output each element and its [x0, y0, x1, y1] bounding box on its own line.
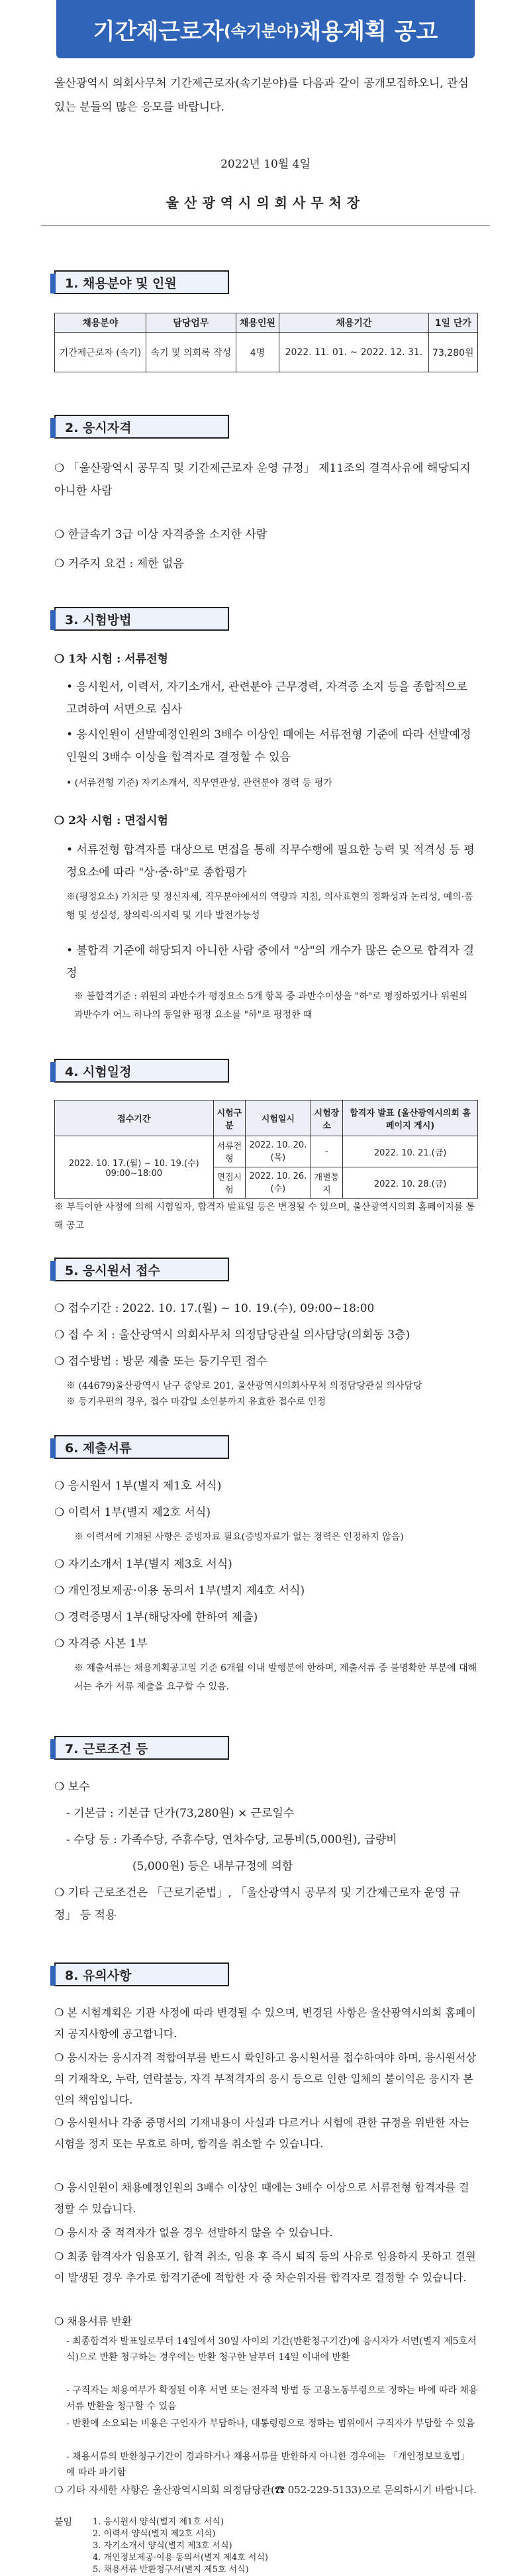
attachment-1: 1. 응시원서 양식(별지 제1호 서식): [93, 2517, 224, 2527]
doc-2: ❍ 이력서 1부(별지 제2호 서식): [54, 1506, 211, 1519]
apply-period: ❍ 접수기간 : 2022. 10. 17.(월) ~ 10. 19.(수), 09:00~18:00: [54, 1302, 375, 1315]
method-1: ❍ 1차 시험 : 서류전형: [54, 653, 168, 666]
section-1-heading: 1. 채용분야 및 인원: [54, 270, 177, 294]
method-2d: ※ 불합격기준 : 위원의 과반수가 평정요소 5개 항목 중 과반수이상을 "하"로 평정하였거나 위원의 과반수가 어느 하나의 동일한 평정 요소를 "하"로 평정한 때: [74, 991, 468, 1020]
doc-6-note: ※ 제출서류는 채용계획공고일 기준 6개월 이내 발행분에 한하며, 제출서류 중 불명확한 부분에 대해서는 추가 서류 제출을 요구할 수 있음.: [74, 1663, 477, 1692]
attachment-2: 2. 이력서 양식(별지 제2호 서식): [93, 2529, 216, 2539]
pay: ❍ 보수: [54, 1780, 90, 1794]
pay-base: - 기본급 : 기본급 단가(73,280원) × 근로일수: [66, 1807, 295, 1820]
method-2: ❍ 2차 시험 : 면접시험: [54, 814, 168, 828]
schedule-table: 접수기간 시험구분 시험일시 시험장소 합격자 발표 (울산광역시의회 홈페이지 게시) 2022. 10. 17.(월) ~ 10. 19.(수) 09:00~18:00 서류전형 2022. 10. 20.(목) - 2022. 10. 21.(금) 면접시험 2022. 10. 26.(수) 개별통지 2022. 10. 28.(금): [54, 1100, 478, 1199]
doc-3: ❍ 자기소개서 1부(별지 제3호 서식): [54, 1558, 232, 1571]
schedule-note: ※ 부득이한 사정에 의해 시험일자, 합격자 발표일 등은 변경될 수 있으며, 울산광역시의회 홈페이지를 통해 공고: [54, 1202, 475, 1231]
method-1b: • 응시인원이 선발예정인원의 3배수 이상인 때에는 서류전형 기준에 따라 선발예정인원의 3배수 이상을 합격자로 결정할 수 있음: [66, 728, 471, 764]
note-4: ❍ 응시인원이 채용예정인원의 3배수 이상인 때에는 3배수 이상으로 서류전형 합격자를 결정할 수 있습니다.: [54, 2181, 469, 2215]
method-1a: • 응시원서, 이력서, 자기소개서, 관련분야 근무경력, 자격증 소지 등을 종합적으로 고려하여 서면으로 심사: [66, 680, 467, 716]
title-banner: [56, 0, 475, 58]
attachment-label: 붙임: [54, 2517, 73, 2528]
section-4-heading: 4. 시험일정: [54, 1059, 131, 1083]
note-6: ❍ 최종 합격자가 임용포기, 합격 취소, 임용 후 즉시 퇴직 등의 사유로 임용하지 못하고 결원이 발생된 경우 추가로 합격기준에 적합한 자 중 차순위자를 합격자로 결정할 수 있습니다.: [54, 2250, 476, 2284]
apply-note-1: ※ (44679)울산광역시 남구 중앙로 201, 울산광역시의회사무처 의정담당관실 의사담당: [66, 1381, 422, 1391]
section-5-heading: 5. 응시원서 접수: [54, 1258, 160, 1281]
doc-5: ❍ 경력증명서 1부(해당자에 한하여 제출): [54, 1611, 258, 1624]
note-2: ❍ 응시자는 응시자격 적합여부를 반드시 확인하고 응시원서를 접수하여야 하며, 응시원서상의 기재착오, 누락, 연락불능, 자격 부적격자의 응시 등으로 인한 일체의 불이익은 응시자 본인의 책임입니다.: [54, 2051, 477, 2106]
doc-1: ❍ 응시원서 1부(별지 제1호 서식): [54, 1479, 222, 1493]
pay-allowance-2: (5,000원) 등은 내부규정에 의함: [132, 1860, 293, 1873]
intro-text: 울산광역시 의회사무처 기간제근로자(속기분야)를 다음과 같이 공개모집하오니, 관심 있는 분들의 많은 응모를 바랍니다.: [54, 77, 469, 114]
note-7c: - 반환에 소요되는 비용은 구인자가 부담하나, 대통령령으로 정하는 범위에서 구직자가 부담할 수 있음: [66, 2418, 475, 2429]
note-7b: - 구직자는 채용여부가 확정된 이후 서면 또는 전자적 방법 등 고용노동부령으로 정하는 바에 따라 채용서류 반환을 청구할 수 있음: [66, 2385, 478, 2412]
section-2-heading: 2. 응시자격: [54, 415, 131, 439]
apply-place: ❍ 접 수 처 : 울산광역시 의회사무처 의정담당관실 의사담당(의회동 3층): [54, 1328, 410, 1342]
section-6-heading: 6. 제출서류: [54, 1435, 131, 1459]
attachment-5: 5. 채용서류 반환청구서(별지 제5호 서식): [93, 2565, 249, 2575]
doc-4: ❍ 개인정보제공·이용 동의서 1부(별지 제4호 서식): [54, 1584, 305, 1597]
method-2a: • 서류전형 합격자를 대상으로 면접을 통해 직무수행에 필요한 능력 및 적격성 등 평정요소에 따라 "상·중·하"로 종합평가: [66, 843, 475, 879]
notice-date: 2022년 10월 4일: [220, 158, 311, 171]
apply-note-2: ※ 등기우편의 경우, 접수 마감일 소인분까지 유효한 접수로 인정: [66, 1397, 326, 1407]
note-7a: - 최종합격자 발표일로부터 14일에서 30일 사이의 기간(반환청구기간)에 응시자가 서면(별지 제5호서식)으로 반환 청구하는 경우에는 반환 청구한 날부터 14일 이내에 반환: [66, 2336, 477, 2363]
section-3-heading: 3. 시험방법: [54, 607, 131, 631]
section-7-heading: 7. 근로조건 등: [54, 1736, 148, 1760]
note-5: ❍ 응시자 중 적격자가 없을 경우 선발하지 않을 수 있습니다.: [54, 2226, 333, 2239]
apply-method: ❍ 접수방법 : 방문 제출 또는 등기우편 접수: [54, 1355, 267, 1368]
pay-allowance: - 수당 등 : 가족수당, 주휴수당, 연차수당, 교통비(5,000원), 급량비: [66, 1833, 397, 1847]
qual-3: ❍ 거주지 요건 : 제한 없음: [54, 557, 184, 570]
title: 기간제근로자: [93, 18, 224, 45]
issuer: 울산광역시의회사무처장: [166, 195, 365, 211]
attachment-4: 4. 개인정보제공·이용 동의서(별지 제4호 서식): [93, 2553, 268, 2563]
attachment-3: 3. 자기소개서 양식(별지 제3호 서식): [93, 2541, 232, 2551]
note-1: ❍ 본 시험계획은 기관 사정에 따라 변경될 수 있으며, 변경된 사항은 울산광역시의회 홈페이지 공지사항에 공고합니다.: [54, 2006, 476, 2040]
doc-2-note: ※ 이력서에 기재된 사항은 증빙자료 필요(증빙자료가 없는 경력은 인정하지 않음): [74, 1532, 404, 1542]
note-3: ❍ 응시원서나 각종 증명서의 기재내용이 사실과 다르거나 시험에 관한 규정을 위반한 자는 시험을 정지 또는 무효로 하며, 합격을 취소할 수 있습니다.: [54, 2116, 469, 2150]
work-other: ❍ 기타 근로조건은 「근로기준법」, 「울산광역시 공무직 및 기간제근로자 운영 규정」 등 적용: [54, 1886, 460, 1922]
title-small: (속기분야): [223, 21, 300, 40]
method-2b: ※(평정요소) 가치관 및 정신자세, 직무분야에서의 역량과 지침, 의사표현의 정확성과 논리성, 예의·품행 및 성실성, 창의력·의지력 및 기타 발전가능성: [66, 892, 473, 921]
doc-6: ❍ 자격증 사본 1부: [54, 1637, 148, 1650]
method-1c: • (서류전형 기준) 자기소개서, 직무연관성, 관련분야 경력 등 평가: [66, 778, 332, 788]
divider: [41, 225, 490, 226]
section-8-heading: 8. 유의사항: [54, 1962, 131, 1986]
title-end: 채용계획 공고: [299, 18, 438, 45]
note-7d: - 채용서류의 반환청구기간이 경과하거나 채용서류를 반환하지 아니한 경우에는 「개인정보보호법」에 따라 파기함: [66, 2451, 470, 2478]
note-7: ❍ 채용서류 반환: [54, 2315, 132, 2328]
qual-1: ❍ 「울산광역시 공무직 및 기간제근로자 운영 규정」 제11조의 결격사유에 해당되지 아니한 사람: [54, 462, 471, 498]
qual-2: ❍ 한글속기 3급 이상 자격증을 소지한 사람: [54, 528, 267, 541]
note-8: ❍ 기타 자세한 사항은 울산광역시의회 의정담당관(☎ 052-229-5133)으로 문의하시기 바랍니다.: [54, 2484, 477, 2496]
recruit-table: 채용분야 담당업무 채용인원 채용기간 1일 단가 기간제근로자 (속기) 속기 및 의회록 작성 4명 2022. 11. 01. ~ 2022. 12. 31. 73,280원: [54, 313, 478, 372]
method-2c: • 불합격 기준에 해당되지 아니한 사람 중에서 "상"의 개수가 많은 순으로 합격자 결정: [66, 944, 475, 980]
